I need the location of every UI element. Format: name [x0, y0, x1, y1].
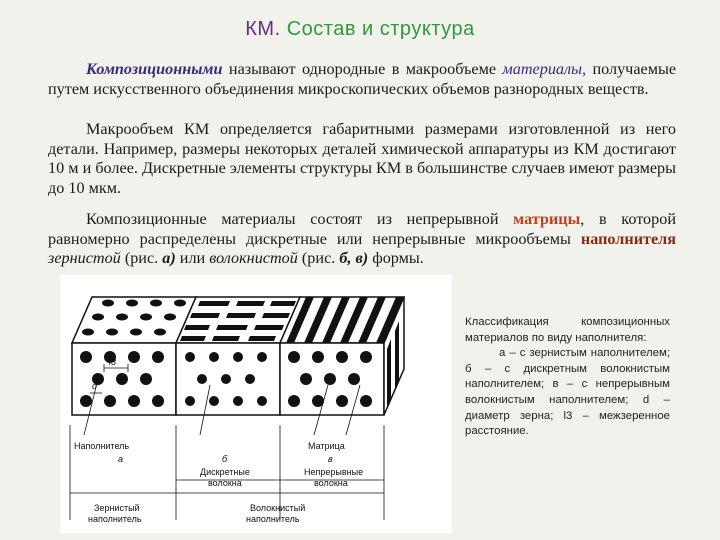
- label-discrete2: волокна: [208, 478, 242, 488]
- term-matrix: матрицы: [513, 210, 581, 228]
- term-materials: материалы,: [502, 60, 587, 78]
- label-a: а: [118, 454, 124, 464]
- label-discrete: Дискретные: [200, 467, 250, 477]
- term-granular: зернистой: [48, 249, 121, 268]
- paragraph2-text: Макрообъем КМ определяется габаритными размерами изготовленной из него детали. Например, размеры некоторых деталей химической аппаратуры из КМ достигают 10 м и более. Дискретные элементы структуры КМ в большинстве случаев имеют размеры до 10 мкм.: [48, 120, 676, 197]
- label-v: в: [328, 454, 333, 464]
- paragraph-definition: [48, 60, 676, 99]
- caption-heading: Классификация композиционных материалов по виду наполнителя:: [465, 316, 670, 344]
- label-continuous2: волокна: [314, 478, 348, 488]
- paragraph3-text-e: или: [175, 249, 210, 268]
- label-filler: Наполнитель: [74, 441, 130, 451]
- label-d: d: [92, 381, 98, 391]
- paragraph-composition: [48, 210, 676, 269]
- term-fibrous: волокнистой: [209, 249, 298, 268]
- label-b: б: [222, 454, 228, 464]
- paragraph3-text-b: , в которой равномерно распределены дискретные или непрерывные микрообъемы: [48, 210, 677, 248]
- paragraph1-text-a: называют однородные в макрообъеме: [222, 60, 503, 78]
- paragraph3-text-g: формы.: [368, 249, 424, 268]
- label-continuous: Непрерывные: [304, 467, 364, 477]
- block-continuous-fibers: [280, 297, 404, 415]
- title-text: Состав и структура: [286, 18, 475, 40]
- title-abbrev: КМ.: [245, 18, 281, 40]
- caption-body: [465, 346, 670, 440]
- paragraph3-text-f: (рис.: [297, 249, 340, 268]
- figure-svg: [60, 275, 452, 533]
- term-composite: Композиционными: [86, 60, 223, 78]
- figure-caption: [465, 315, 670, 440]
- label-fibrous2: наполнитель: [246, 514, 300, 524]
- slide-title: [0, 18, 720, 41]
- paragraph3-text-d: (рис.: [120, 249, 163, 268]
- term-filler: наполнителя: [580, 229, 676, 248]
- composite-structure-figure: [60, 275, 452, 533]
- label-matrix: Матрица: [308, 441, 345, 451]
- paragraph1-text-b: получаемые путем искусственного объединения микроскопических объемов разнородных веществ.: [48, 60, 677, 98]
- label-granular: Зернистый: [94, 503, 140, 513]
- ref-bv: б, в): [339, 249, 369, 268]
- ref-a: а): [162, 249, 176, 268]
- caption-body-text: а – с зернистым наполнителем; б – с дискретным волокнистым наполнителем; в – с непрерывным волокнистым наполнителем; d – диаметр зерна; l3 – межзеренное расстояние.: [465, 347, 670, 438]
- paragraph-macrovolume: [48, 120, 676, 198]
- paragraph3-text-a: Композиционные материалы состоят из непрерывной: [86, 210, 514, 228]
- label-fibrous: Волокнистый: [250, 503, 306, 513]
- label-l3: l3: [109, 357, 117, 367]
- label-granular2: наполнитель: [88, 514, 142, 524]
